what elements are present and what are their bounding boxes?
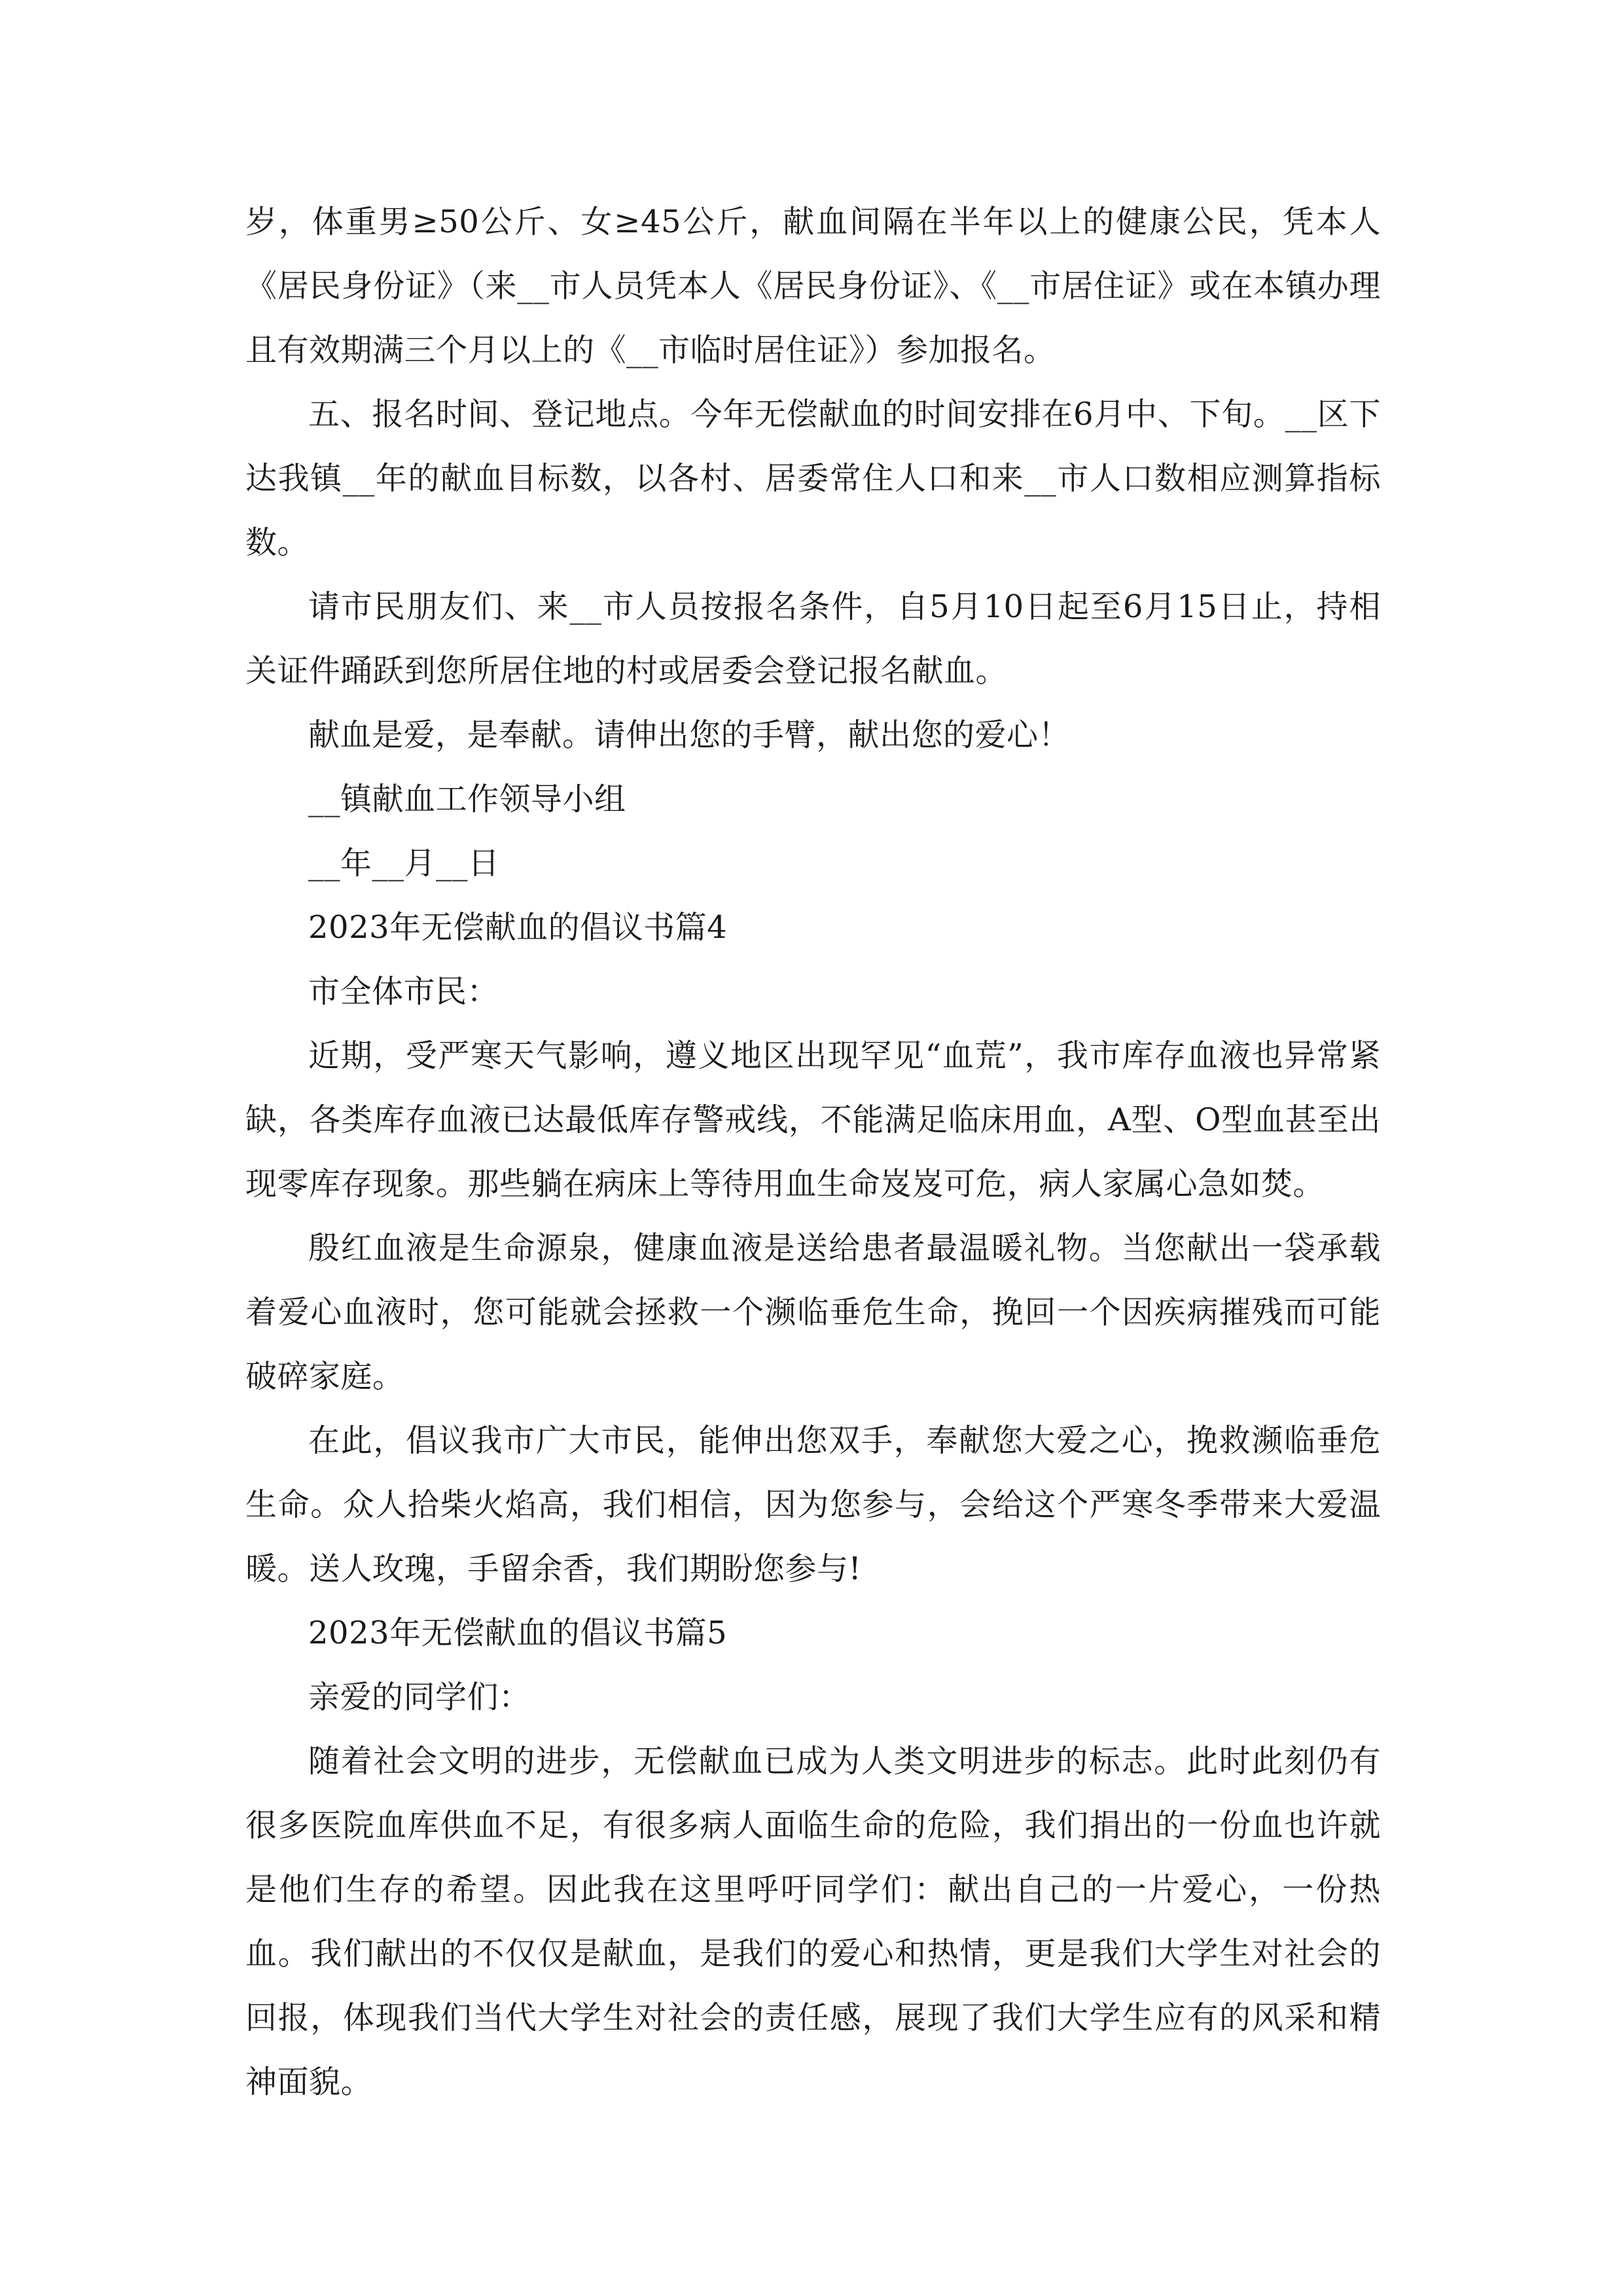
signature-date: __年__月__日 [308,845,500,882]
document-body [245,190,1381,2114]
section-heading-4: 2023年无偿献血的倡议书篇4 [308,909,728,946]
paragraph-appeal: 在此，倡议我市广大市民，能伸出您双手，奉献您大爱之心，挽救濒临垂危生命。众人拾柴火焰高，我们相信，因为您参与，会给这个严寒冬季带来大爱温暖。送人玫瑰，手留余香，我们期盼您参与! [245,1422,1381,1587]
signature-organization: __镇献血工作领导小组 [308,781,626,817]
paragraph-blood-shortage: 近期，受严寒天气影响，遵义地区出现罕见“血荒”，我市库存血液也异常紧缺，各类库存血液已达最低库存警戒线，不能满足临床用血，A型、O型血甚至出现零库存现象。那些躺在病床上等待用血生命岌岌可危，病人家属心急如焚。 [245,1037,1381,1202]
paragraph-slogan: 献血是爱，是奉献。请伸出您的手臂，献出您的爱心！ [308,717,1071,753]
section-heading-5: 2023年无偿献血的倡议书篇5 [308,1615,728,1651]
paragraph-student-appeal: 随着社会文明的进步，无偿献血已成为人类文明进步的标志。此时此刻仍有很多医院血库供血不足，有很多病人面临生命的危险，我们捐出的一份血也许就是他们生存的希望。因此我在这里呼吁同学们：献出自己的一片爱心，一份热血。我们献出的不仅仅是献血，是我们的爱心和热情，更是我们大学生对社会的回报，体现我们当代大学生对社会的责任感，展现了我们大学生应有的风采和精神面貌。 [245,1743,1381,2100]
paragraph-eligibility: 岁，体重男≥50公斤、女≥45公斤，献血间隔在半年以上的健康公民，凭本人《居民身份证》（来__市人员凭本人《居民身份证》、《__市居住证》或在本镇办理且有效期满三个月以上的《__市临时居住证》）参加报名。 [245,204,1381,368]
salutation-4: 市全体市民： [308,973,499,1010]
paragraph-registration-time: 五、报名时间、登记地点。今年无偿献血的时间安排在6月中、下旬。__区下达我镇__年的献血目标数，以各村、居委常住人口和来__市人口数相应测算指标数。 [245,396,1381,561]
paragraph-blood-source: 殷红血液是生命源泉，健康血液是送给患者最温暖礼物。当您献出一袋承载着爱心血液时，您可能就会拯救一个濒临垂危生命，挽回一个因疾病摧残而可能破碎家庭。 [245,1230,1381,1395]
paragraph-registration-call: 请市民朋友们、来__市人员按报名条件，自5月10日起至6月15日止，持相关证件踊跃到您所居住地的村或居委会登记报名献血。 [245,588,1381,689]
salutation-5: 亲爱的同学们： [308,1679,531,1715]
